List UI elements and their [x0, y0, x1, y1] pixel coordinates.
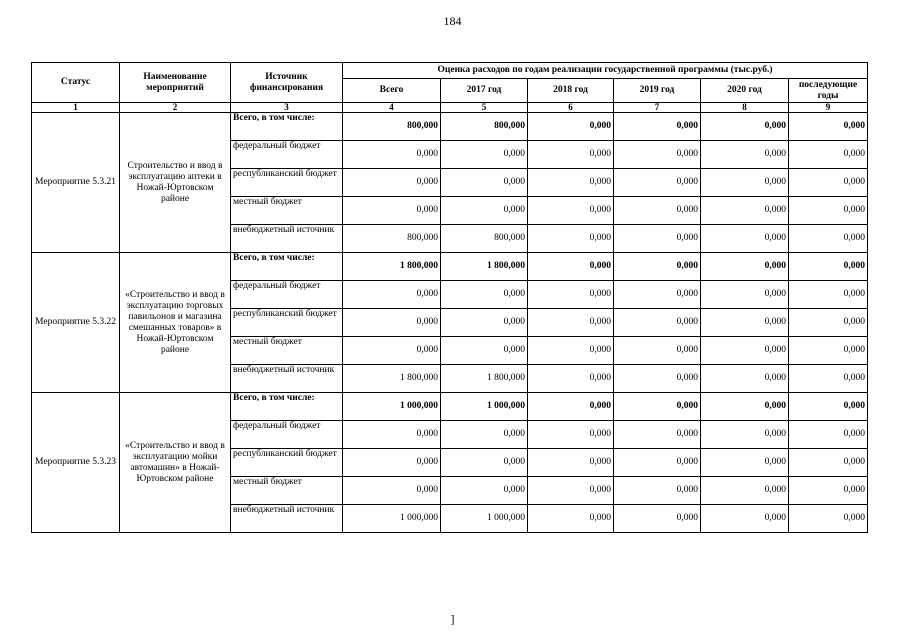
cost-value: 0,000 — [528, 365, 614, 393]
funding-source: республиканский бюджет — [231, 449, 343, 477]
column-number: 8 — [701, 103, 789, 113]
cost-value: 0,000 — [701, 393, 789, 421]
measure-status: Мероприятие 5.3.23 — [32, 393, 120, 533]
cost-value: 0,000 — [789, 141, 868, 169]
cost-value: 0,000 — [528, 393, 614, 421]
cost-value: 0,000 — [343, 309, 441, 337]
cost-value: 0,000 — [614, 393, 701, 421]
cost-value: 0,000 — [701, 421, 789, 449]
cost-value: 0,000 — [528, 337, 614, 365]
cost-value: 0,000 — [614, 225, 701, 253]
cost-value: 0,000 — [528, 281, 614, 309]
column-number: 5 — [441, 103, 528, 113]
column-number: 6 — [528, 103, 614, 113]
cost-value: 0,000 — [789, 337, 868, 365]
header-status: Статус — [32, 63, 120, 103]
cost-value: 800,000 — [343, 225, 441, 253]
cost-value: 0,000 — [528, 197, 614, 225]
cost-value: 0,000 — [701, 141, 789, 169]
cost-value: 0,000 — [614, 505, 701, 533]
funding-source: федеральный бюджет — [231, 421, 343, 449]
cost-value: 0,000 — [701, 113, 789, 141]
header-name: Наименование мероприятий — [120, 63, 231, 103]
cost-value: 1 000,000 — [343, 505, 441, 533]
cost-value: 0,000 — [441, 449, 528, 477]
funding-source: Всего, в том числе: — [231, 393, 343, 421]
cost-value: 0,000 — [528, 505, 614, 533]
cost-value: 1 800,000 — [343, 253, 441, 281]
header-cost-group: Оценка расходов по годам реализации государственной программы (тыс.руб.) — [343, 63, 868, 79]
measure-name: «Строительство и ввод в эксплуатацию мойки автомашин» в Ножай-Юртовском районе — [120, 393, 231, 533]
funding-source: федеральный бюджет — [231, 281, 343, 309]
cost-value: 1 000,000 — [343, 393, 441, 421]
cost-value: 0,000 — [789, 505, 868, 533]
table-row — [32, 253, 868, 281]
cost-value: 0,000 — [701, 365, 789, 393]
cost-value: 1 000,000 — [441, 505, 528, 533]
cost-value: 0,000 — [343, 197, 441, 225]
cost-value: 0,000 — [614, 253, 701, 281]
cost-value: 0,000 — [343, 281, 441, 309]
cost-value: 0,000 — [614, 449, 701, 477]
header-2018: 2018 год — [528, 79, 614, 103]
cost-value: 0,000 — [614, 365, 701, 393]
cost-value: 0,000 — [701, 225, 789, 253]
cost-value: 0,000 — [701, 309, 789, 337]
cost-value: 0,000 — [701, 253, 789, 281]
funding-source: республиканский бюджет — [231, 169, 343, 197]
cost-value: 0,000 — [441, 477, 528, 505]
cost-value: 1 800,000 — [441, 253, 528, 281]
funding-source: Всего, в том числе: — [231, 253, 343, 281]
cost-value: 0,000 — [441, 337, 528, 365]
table-body — [32, 113, 868, 533]
cost-value: 0,000 — [789, 113, 868, 141]
funding-source: федеральный бюджет — [231, 141, 343, 169]
cost-value: 0,000 — [701, 337, 789, 365]
funding-source: внебюджетный источник — [231, 225, 343, 253]
header-2017: 2017 год — [441, 79, 528, 103]
funding-source: республиканский бюджет — [231, 309, 343, 337]
funding-source: местный бюджет — [231, 477, 343, 505]
cost-value: 0,000 — [441, 197, 528, 225]
cost-value: 0,000 — [701, 169, 789, 197]
funding-source: местный бюджет — [231, 197, 343, 225]
cost-value: 0,000 — [614, 281, 701, 309]
cost-value: 0,000 — [343, 449, 441, 477]
table-row — [32, 113, 868, 141]
measure-name: «Строительство и ввод в эксплуатацию торговых павильонов и магазина смешанных товаров» в Ножай-Юртовском районе — [120, 253, 231, 393]
cost-value: 0,000 — [614, 141, 701, 169]
column-number: 9 — [789, 103, 868, 113]
funding-source: внебюджетный источник — [231, 505, 343, 533]
cost-value: 0,000 — [343, 477, 441, 505]
cost-value: 0,000 — [528, 309, 614, 337]
cost-value: 0,000 — [701, 197, 789, 225]
column-number: 2 — [120, 103, 231, 113]
column-number: 4 — [343, 103, 441, 113]
cost-value: 0,000 — [441, 281, 528, 309]
cost-value: 0,000 — [701, 477, 789, 505]
column-number: 3 — [231, 103, 343, 113]
cost-value: 0,000 — [789, 365, 868, 393]
column-number: 1 — [32, 103, 120, 113]
cost-value: 0,000 — [701, 281, 789, 309]
cost-value: 1 800,000 — [441, 365, 528, 393]
cost-value: 0,000 — [441, 421, 528, 449]
cost-value: 0,000 — [528, 169, 614, 197]
cost-value: 0,000 — [789, 169, 868, 197]
cost-value: 0,000 — [528, 477, 614, 505]
cost-value: 0,000 — [441, 309, 528, 337]
page-number: 184 — [443, 14, 462, 28]
cost-value: 0,000 — [789, 449, 868, 477]
cost-value: 800,000 — [441, 113, 528, 141]
column-number: 7 — [614, 103, 701, 113]
cost-value: 1 800,000 — [343, 365, 441, 393]
cost-value: 0,000 — [528, 449, 614, 477]
cost-value: 0,000 — [528, 421, 614, 449]
cost-value: 1 000,000 — [441, 393, 528, 421]
cost-value: 0,000 — [701, 449, 789, 477]
cost-value: 0,000 — [701, 505, 789, 533]
cost-value: 0,000 — [441, 141, 528, 169]
budget-table — [31, 62, 868, 533]
funding-source: Всего, в том числе: — [231, 113, 343, 141]
cost-value: 0,000 — [789, 393, 868, 421]
cost-value: 0,000 — [614, 337, 701, 365]
cost-value: 0,000 — [441, 169, 528, 197]
cost-value: 0,000 — [343, 337, 441, 365]
cost-value: 0,000 — [614, 169, 701, 197]
table-row — [32, 393, 868, 421]
measure-status: Мероприятие 5.3.21 — [32, 113, 120, 253]
cost-value: 0,000 — [614, 113, 701, 141]
cost-value: 0,000 — [614, 421, 701, 449]
cost-value: 0,000 — [789, 281, 868, 309]
cost-value: 0,000 — [789, 253, 868, 281]
cost-value: 0,000 — [343, 141, 441, 169]
cost-value: 0,000 — [789, 477, 868, 505]
cost-value: 800,000 — [343, 113, 441, 141]
cost-value: 0,000 — [614, 197, 701, 225]
measure-status: Мероприятие 5.3.22 — [32, 253, 120, 393]
header-2019: 2019 год — [614, 79, 701, 103]
header-total: Всего — [343, 79, 441, 103]
cost-value: 800,000 — [441, 225, 528, 253]
cost-value: 0,000 — [789, 309, 868, 337]
cost-value: 0,000 — [528, 113, 614, 141]
footer-mark: ] — [450, 612, 455, 626]
header-2020: 2020 год — [701, 79, 789, 103]
funding-source: местный бюджет — [231, 337, 343, 365]
cost-value: 0,000 — [528, 141, 614, 169]
cost-value: 0,000 — [528, 225, 614, 253]
cost-value: 0,000 — [614, 309, 701, 337]
measure-name: Строительство и ввод в эксплуатацию аптеки в Ножай-Юртовском районе — [120, 113, 231, 253]
cost-value: 0,000 — [789, 197, 868, 225]
cost-value: 0,000 — [528, 253, 614, 281]
header-later-years: последующие годы — [789, 79, 868, 103]
cost-value: 0,000 — [789, 421, 868, 449]
funding-source: внебюджетный источник — [231, 365, 343, 393]
cost-value: 0,000 — [789, 225, 868, 253]
header-source: Источник финансирования — [231, 63, 343, 103]
cost-value: 0,000 — [614, 477, 701, 505]
cost-value: 0,000 — [343, 169, 441, 197]
cost-value: 0,000 — [343, 421, 441, 449]
